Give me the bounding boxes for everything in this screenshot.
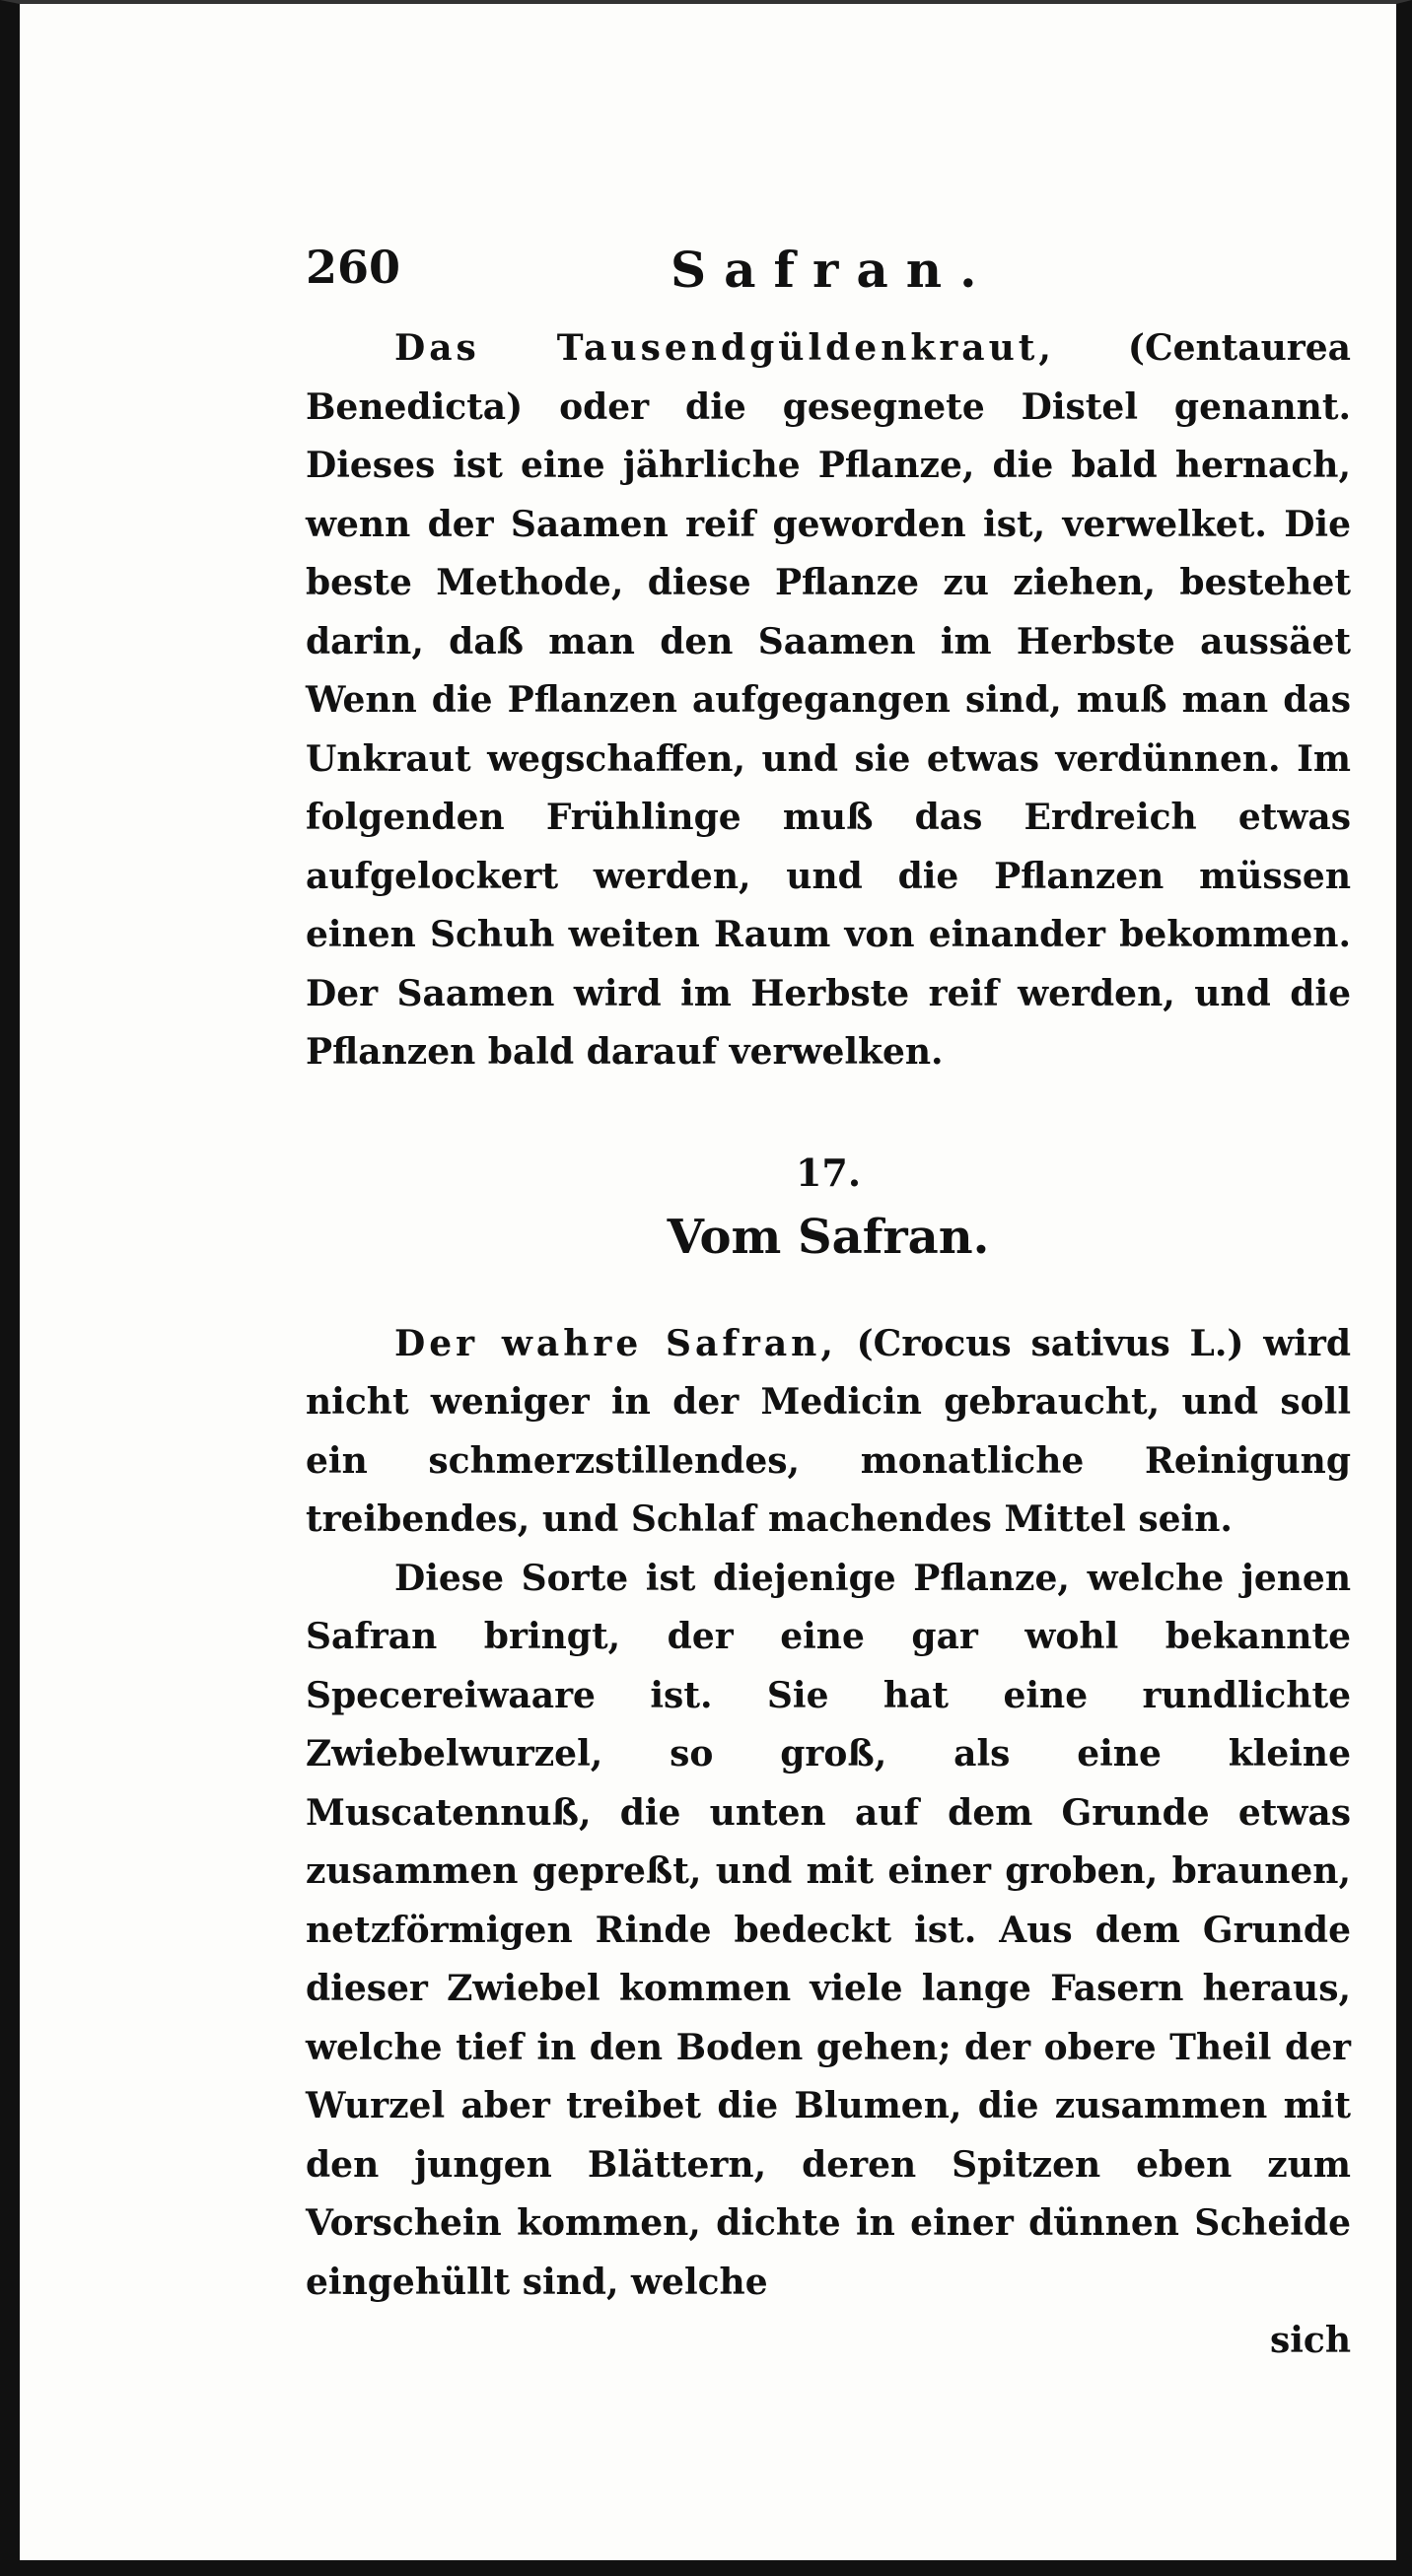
running-head bbox=[306, 241, 1351, 319]
paragraph-lead: Das Tausendgüldenkraut, bbox=[394, 327, 1055, 369]
paragraph-text: (Crocus sativus L.) wird nicht weniger in der Medicin gebraucht, und soll ein schmerzstillendes, monatliche Reinigung treibendes, und Schlaf machendes Mittel sein. bbox=[306, 1322, 1352, 1540]
paragraph-diese-sorte bbox=[306, 1550, 1351, 2313]
paragraph-tausendguldenkraut bbox=[306, 319, 1351, 1082]
catchword: sich bbox=[1269, 2320, 1351, 2361]
paragraph-wahre-safran bbox=[306, 1315, 1351, 1550]
section-title: Vom Safran. bbox=[667, 1209, 990, 1265]
book-page bbox=[306, 241, 1351, 2371]
paragraph-text: (Centaurea Benedicta) oder die gesegnete Distel genannt. Dieses ist eine jährliche Pflanze, die bald hernach, wenn der Saamen reif geworden ist, verwelket. Die beste Methode, diese Pflanze zu ziehen, bestehet darin, daß man den Saamen im Herbste aussäet Wenn die Pflanzen aufgegangen sind, muß man das Unkraut wegschaffen, und sie etwas verdünnen. Im folgenden Frühlinge muß das Erdreich etwas aufgelockert werden, und die Pflanzen müssen einen Schuh weiten Raum von einander bekommen. Der Saamen wird im Herbste reif werden, und die Pflanzen bald darauf verwelken. bbox=[306, 327, 1351, 1073]
page-number: 260 bbox=[306, 241, 401, 294]
section-number: 17. bbox=[795, 1149, 862, 1195]
running-title: Safran. bbox=[671, 241, 995, 299]
paragraph-text: Diese Sorte ist diejenige Pflanze, welche jenen Safran bringt, der eine gar wohl bekannte Specereiwaare ist. Sie hat eine rundlichte Zwiebelwurzel, so groß, als eine kleine Muscatennuß, die unten auf dem Grunde etwas zusammen gepreßt, und mit einer groben, braunen, netzförmigen Rinde bedeckt ist. Aus dem Grunde dieser Zwiebel kommen viele lange Fasern heraus, welche tief in den Boden gehen; der obere Theil der Wurzel aber treibet die Blumen, die zusammen mit den jungen Blättern, deren Spitzen eben zum Vorschein kommen, dichte in einer dünnen Scheide eingehüllt sind, welche bbox=[306, 1557, 1351, 2303]
paragraph-lead: Der wahre Safran, bbox=[394, 1322, 837, 1364]
